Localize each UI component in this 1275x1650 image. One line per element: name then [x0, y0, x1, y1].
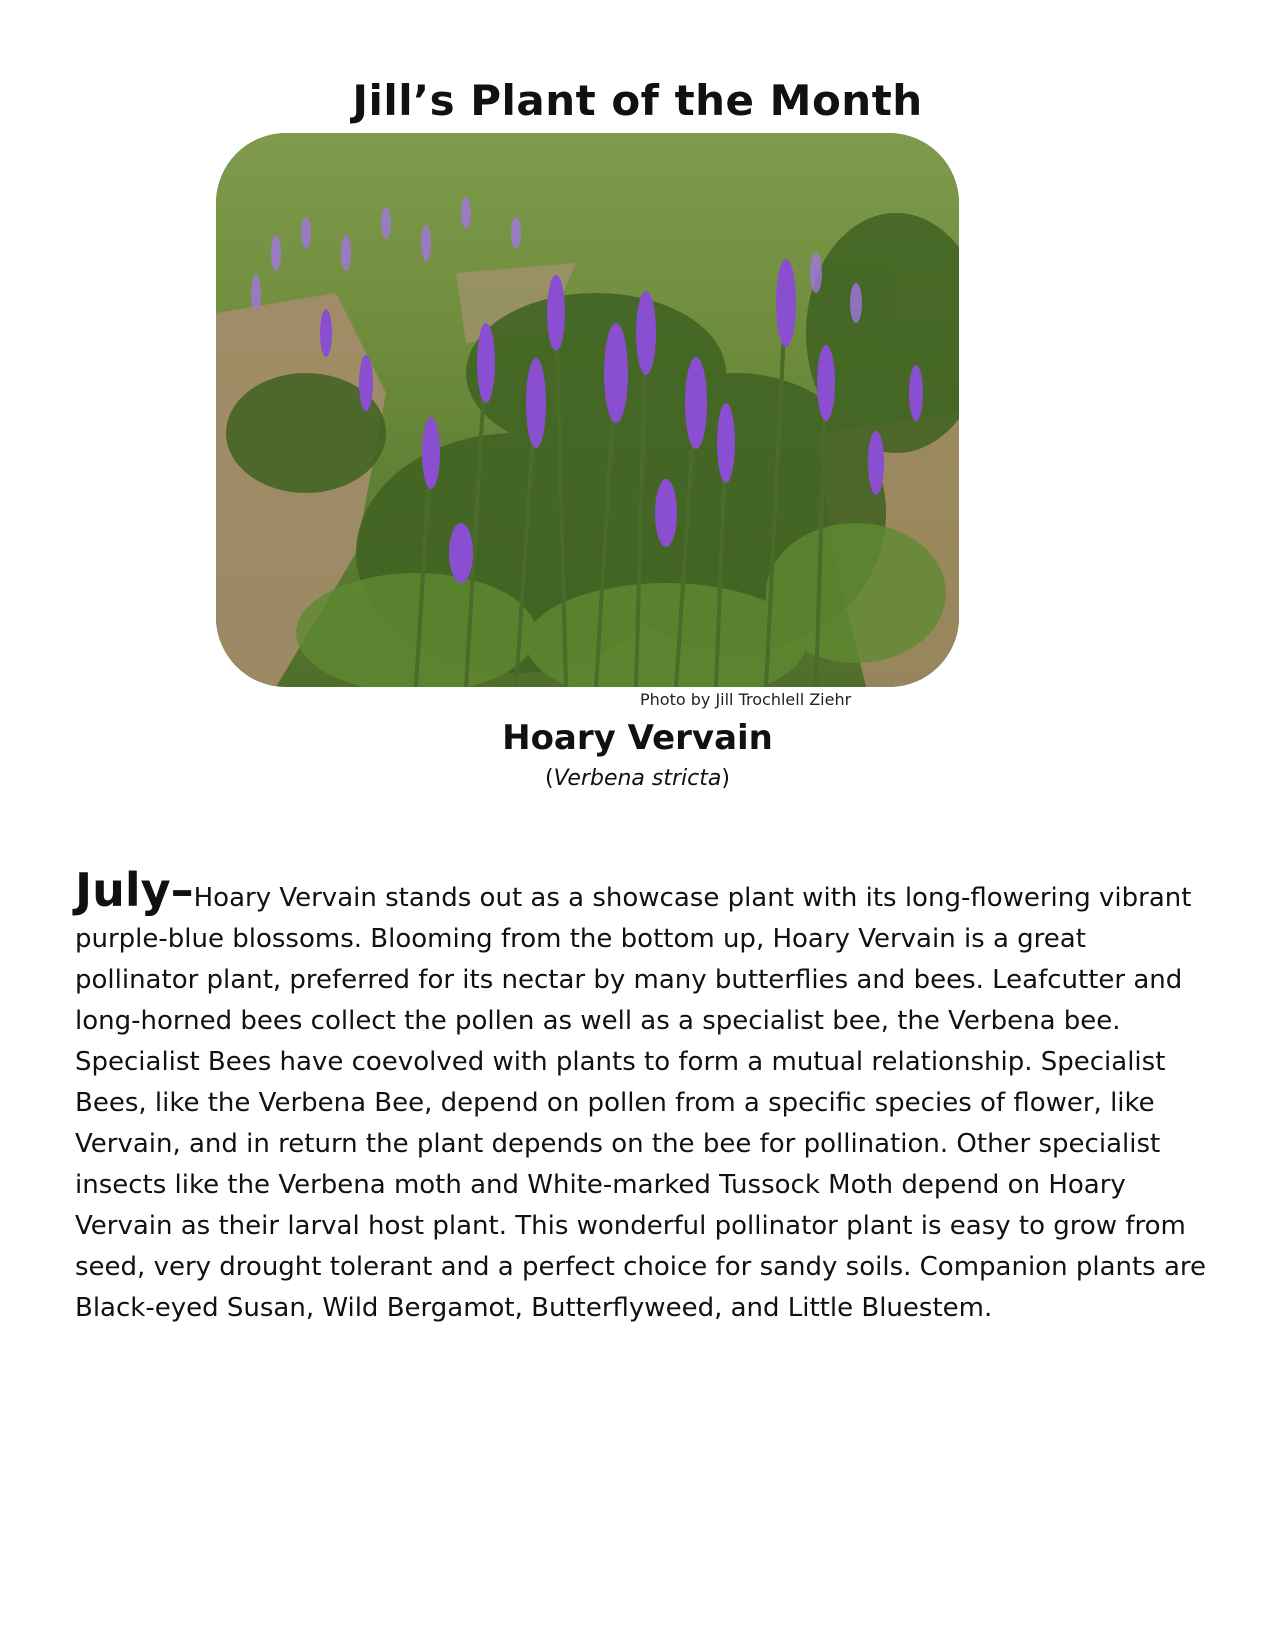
plant-scientific-name — [0, 766, 1275, 791]
photo-credit: Photo by Jill Trochlell Ziehr — [640, 690, 852, 709]
plant-photo — [216, 133, 959, 687]
article-text: Hoary Vervain stands out as a showcase plant with its long-flowering vibrant purple-blue blossoms. Blooming from the bottom up, Hoary Vervain is a great pollinator plant, preferred for its nectar by many butterflies and bees. Leafcutter and long-horned bees collect the pollen as well as a specialist bee, the Verbena bee. Specialist Bees have coevolved with plants to form a mutual relationship. Specialist Bees, like the Verbena Bee, depend on pollen from a specific species of flower, like Vervain, and in return the plant depends on the bee for pollination. Other specialist insects like the Verbena moth and White-marked Tussock Moth depend on Hoary Vervain as their larval host plant. This wonderful pollinator plant is easy to grow from seed, very drought tolerant and a perfect choice for sandy soils. Companion plants are Black-eyed Susan, Wild Bergamot, Butterflyweed, and Little Bluestem. — [75, 883, 1207, 1323]
month-label: July– — [75, 863, 194, 917]
page-title: Jill’s Plant of the Month — [352, 76, 923, 125]
hoary-vervain-image — [216, 133, 959, 687]
sci-close-paren: ) — [721, 766, 730, 791]
sci-name-italic: Verbena stricta — [553, 766, 722, 791]
article-body — [75, 863, 1215, 1329]
plant-common-name: Hoary Vervain — [502, 718, 773, 758]
sci-open-paren: ( — [545, 766, 554, 791]
